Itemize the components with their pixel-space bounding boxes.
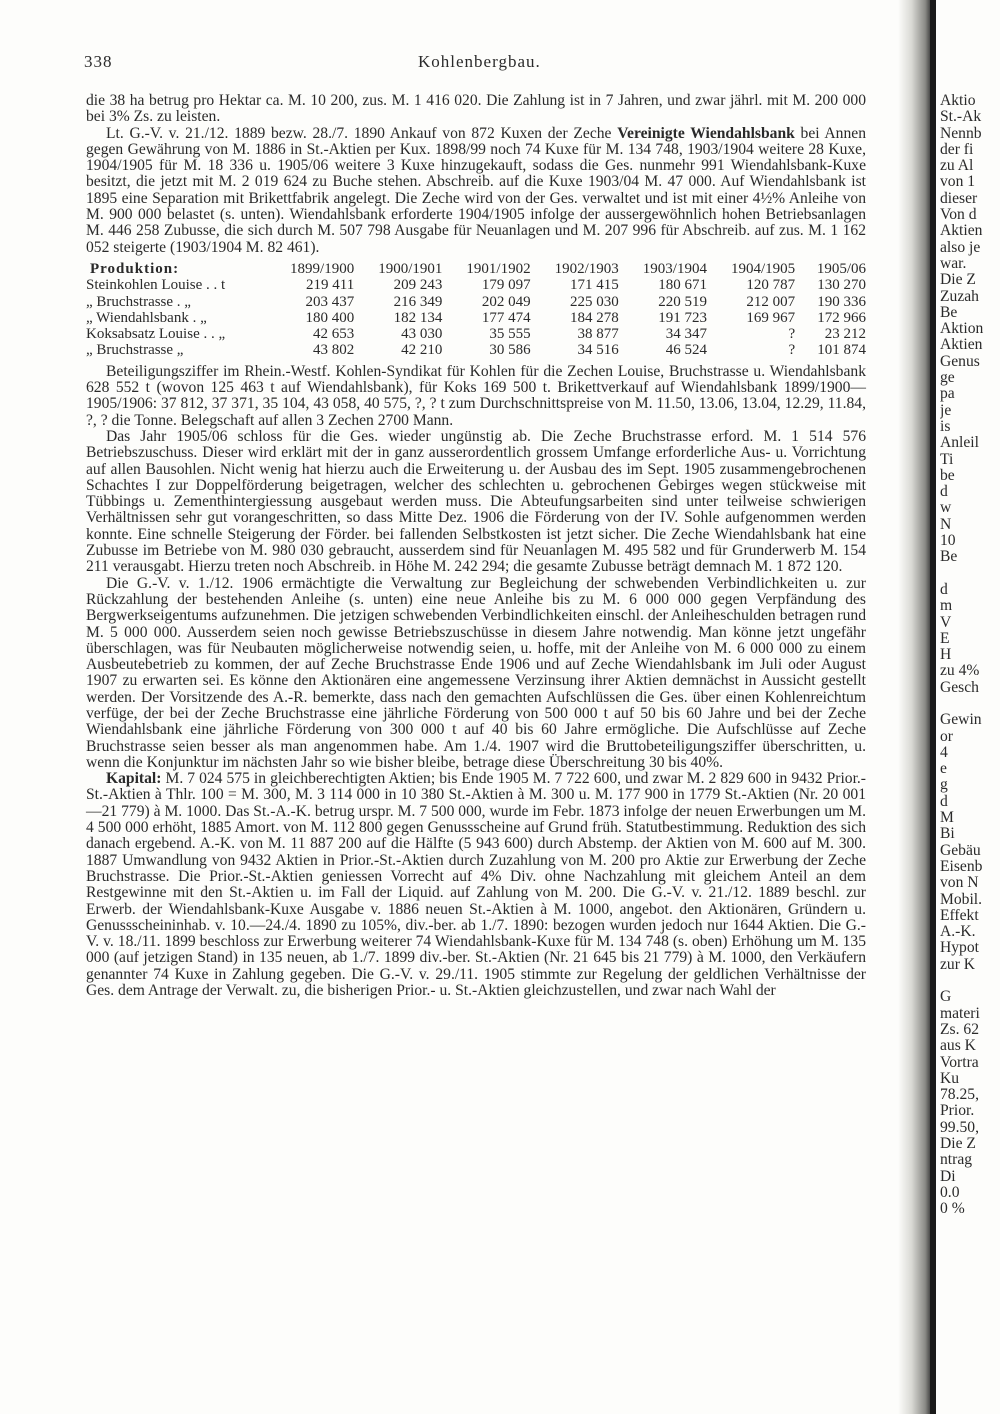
paragraph: Das Jahr 1905/06 schloss für die Ges. wieder ungünstig ab. Die Zeche Bruchstrasse erford. M. 1 514 576 Betriebszuschuss. Dieser wird erklärt mit der in ganz ausserordentlich grossem Umfange erforderliche Aus- u. Vorrichtung auf allen Bausohlen. Nicht wenig hat hierzu auch die Erweiterung u. der Ausbau des im Sept. 1905 zusammengebrochenen Schachtes I zur Doppelförderung beigetragen, welcher des schlechten u. gebrochenen Gebirges wegen stückweise mit Tübbings u. Zementhintergiessung ausgebaut werden muss. Die Abteufungsarbeiten sind unter teilweise schwierigen Verhältnissen sehr gut vorangeschritten, so dass Mitte Dez. 1906 die Förderung von der IV. Sohle aufgenommen werden konnte. Eine schnelle Steigerung der Förder. bei fallenden Selbstkosten ist jetzt sicher. Die Zeche Wiendahlsbank hat eine Zubusse im Betriebe von M. 980 030 gebraucht, ausserdem sind für Neuanlagen M. 495 582 und für Grunderwerb M. 154 211 verausgabt. Hierzu treten noch Abschreib. in Höhe M. 242 294; die gesamte Zubusse beträgt demnach M. 1 872 120. bbox=[86, 427, 866, 576]
row-value: 220 519 bbox=[658, 293, 707, 310]
fragment-line: pa bbox=[940, 385, 955, 403]
row-value: 209 243 bbox=[393, 277, 443, 294]
row-value: 180 671 bbox=[658, 277, 707, 294]
production-row bbox=[86, 277, 866, 293]
main-text-column bbox=[86, 93, 866, 999]
row-value: ? bbox=[788, 342, 796, 359]
fragment-line: 0.0 bbox=[940, 1183, 960, 1201]
fragment-line: Prior. bbox=[940, 1102, 975, 1120]
text-run: bei Annen gegen Gewährung von M. 1886 in St.-Aktien per Kux. 1898/99 noch 74 Kuxe für M. 134 748, 1903/1904 weitere 28 Kuxe, 1904/1905 für M. 18 336 u. 1905/06 weitere 3 Kuxe hinzugekauft, sodass die Ges. nunmehr 991 Wiendahlsbank-Kuxe besitzt, die jetzt mit M. 2 019 624 zu Buche stehen. Abschreib. auf die Kuxe 1903/04 M. 47 000. Auf Wiendahlsbank ist 1895 eine Separation mit Brikettfabrik angelegt. Die Zeche wird von der Ges. verwaltet und ist mit einer 4½% Anleihe von M. 900 000 belastet (s. unten). Wiendahlsbank erforderte 1904/1905 infolge der aussergewöhnlich hohen Betriebsanlagen M. 446 258 Zubusse, die sich durch M. 507 798 Ausgabe für Neuanlagen und M. 207 996 für Abschreib. auf zus. M. 1 162 052 steigerte (1903/1904 M. 82 461). bbox=[86, 124, 866, 256]
fragment-line: Effekt bbox=[940, 906, 979, 924]
fragment-line: 10 bbox=[940, 532, 956, 550]
fragment-line: Be bbox=[940, 303, 958, 321]
fragment-line: Aktien bbox=[940, 222, 983, 240]
fragment-line: Nennb bbox=[940, 124, 982, 142]
fragment-line: von 1 bbox=[940, 173, 976, 191]
paragraph: Beteiligungsziffer im Rhein.-Westf. Kohlen-Syndikat für Kohlen für die Zechen Louise, Bruchstrasse u. Wiendahlsbank 628 552 t (wovon 125 463 t auf Wiendahlsbank), für Koks 169 500 t. Brikettverkauf auf Wiendahlsbank 1899/1900—1905/1906: 37 812, 37 371, 35 104, 43 058, 40 575, ?, ? t zum Durchschnittspreise von M. 11.50, 13.06, 13.04, 12.29, 11.84, ?, ? die Tonne. Belegschaft auf allen 3 Zechen 2700 Mann. bbox=[86, 362, 866, 429]
row-value: 190 336 bbox=[817, 293, 866, 310]
fragment-line: g bbox=[940, 776, 948, 794]
adjacent-page-fragments bbox=[940, 93, 1000, 1217]
fragment-line: Zuzah bbox=[940, 287, 979, 305]
row-value: 130 270 bbox=[817, 277, 866, 294]
fragment-line: be bbox=[940, 466, 955, 484]
production-row bbox=[86, 310, 866, 326]
row-value: ? bbox=[788, 326, 796, 343]
row-value: 184 278 bbox=[570, 309, 619, 326]
fragment-line: Aktien bbox=[940, 336, 983, 354]
bold-term: Vereinigte Wiendahlsbank bbox=[617, 124, 795, 142]
fragment-line: Die Z bbox=[940, 1135, 976, 1152]
row-value: 212 007 bbox=[746, 293, 796, 310]
paragraph: Die G.-V. v. 1./12. 1906 ermächtigte die Verwaltung zur Begleichung der schwebenden Verbindlichkeiten u. zur Rückzahlung der bestehenden Anleihe (s. unten) eine neue Anleihe bis zu M. 6 000 000 gegen Verpfändung des Bergwerkseigentums aufzunehmen. Die jetzigen schwebenden Verbindlichkeiten einschl. der Anleiheschulden betragen rund M. 5 000 000. Ausserdem seien noch gewisse Betriebszuschüsse in diesem Jahre notwendig. Man könne jetzt ungefähr überschlagen, was für Neubauten möglicherweise notwendig seien, u. hoffe, mit der Anleihe von M. 6 000 000 zu einem Ausbeutebetrieb zu kommen, der auf Zeche Bruchstrasse Ende 1906 und auf Zeche Wiendahlsbank im Juli oder August 1907 zu erwarten sei. Es könne den Aktionären eine angemessene Verzinsung ihrer Aktien demnächst in Aussicht gestellt werden. Der Vorsitzende des A.-R. bemerkte, dass nach den gemachten Aufschlüssen die Ges. über einen Kohlenreichtum verfüge, der bei der Zeche Bruchstrasse eine jährliche Förderung von 500 000 t auf 50 bis 60 Jahre und bei der Zeche Wiendahlsbank eine jährliche Förderung von 300 000 t auf 40 bis 60 Jahre ermögliche. Die Aufschlüsse auf Zeche Bruchstrasse seien besser als man angenommen habe. Am 1./4. 1907 wird die Bruttobeteiligungsziffer überschritten, u. wenn die Konjunktur im nächsten Jahr so wie bisher bleibe, betrage diese Überschreitung 30 bis 40%. bbox=[86, 574, 866, 771]
fragment-line: Aktio bbox=[940, 93, 976, 109]
fragment-line: Zs. 62 bbox=[940, 1020, 979, 1038]
fragment-line: Gewin bbox=[940, 711, 982, 729]
fragment-line: G bbox=[940, 988, 952, 1006]
fragment-line: or bbox=[940, 727, 953, 745]
row-value: 23 212 bbox=[824, 326, 866, 343]
row-value: 216 349 bbox=[393, 293, 443, 310]
fragment-line: dieser bbox=[940, 189, 978, 207]
page-number: 338 bbox=[84, 52, 113, 71]
fragment-line: Eisenb bbox=[940, 857, 983, 875]
row-value: 177 474 bbox=[481, 309, 531, 326]
fragment-line: je bbox=[940, 401, 952, 419]
fragment-line bbox=[940, 566, 1000, 582]
fragment-line: zur K bbox=[940, 955, 976, 973]
row-value: 42 210 bbox=[401, 342, 443, 359]
fragment-line: Genus bbox=[940, 352, 980, 370]
row-value: 172 966 bbox=[817, 309, 866, 326]
row-value: 202 049 bbox=[481, 293, 531, 310]
fragment-line: e bbox=[940, 760, 947, 778]
fragment-line: Die Z bbox=[940, 271, 976, 289]
row-value: 169 967 bbox=[746, 309, 796, 326]
row-value: 30 586 bbox=[489, 342, 531, 359]
row-value: 101 874 bbox=[817, 342, 866, 359]
fragment-line: also je bbox=[940, 238, 981, 256]
production-table bbox=[86, 261, 866, 359]
fragment-line: der fi bbox=[940, 140, 974, 158]
fragment-line: ge bbox=[940, 369, 955, 387]
row-value: 191 723 bbox=[658, 309, 707, 326]
fragment-line: d bbox=[940, 483, 948, 501]
production-row bbox=[86, 326, 866, 342]
fragment-line: materi bbox=[940, 1004, 980, 1022]
fragment-line: von N bbox=[940, 874, 979, 892]
row-label: „ Bruchstrasse . „ bbox=[86, 293, 191, 310]
row-value: 171 415 bbox=[570, 277, 619, 294]
row-value: 46 524 bbox=[665, 342, 707, 359]
fragment-line: Bi bbox=[940, 825, 955, 843]
fragment-line: war. bbox=[940, 254, 967, 272]
row-value: 120 787 bbox=[746, 277, 796, 294]
fragment-line: Gesch bbox=[940, 678, 979, 696]
book-gutter-shadow bbox=[898, 0, 932, 1414]
fragment-line: N bbox=[940, 515, 952, 533]
row-label: Koksabsatz Louise . . „ bbox=[86, 326, 226, 343]
fragment-line: M bbox=[940, 809, 954, 827]
row-label: Steinkohlen Louise . . t bbox=[86, 277, 226, 294]
fragment-line: E bbox=[940, 629, 950, 647]
row-value: 34 516 bbox=[577, 342, 619, 359]
fragment-line: Gebäu bbox=[940, 841, 981, 859]
year-header: 1903/1904 bbox=[642, 260, 707, 277]
fragment-line: Vortra bbox=[940, 1053, 979, 1071]
fragment-line: Ku bbox=[940, 1069, 960, 1087]
production-row bbox=[86, 294, 866, 310]
fragment-line: 99.50, bbox=[940, 1118, 979, 1136]
fragment-line: zu Al bbox=[940, 157, 974, 175]
year-header: 1902/1903 bbox=[554, 260, 619, 277]
row-value: 182 134 bbox=[393, 309, 443, 326]
row-label: „ Wiendahlsbank . „ bbox=[86, 309, 207, 326]
fragment-line: w bbox=[940, 499, 952, 517]
row-label: „ Bruchstrasse „ bbox=[86, 342, 184, 359]
row-value: 42 653 bbox=[312, 326, 355, 343]
fragment-line: ntrag bbox=[940, 1151, 973, 1169]
fragment-line: Hypot bbox=[940, 939, 979, 957]
row-value: 34 347 bbox=[665, 326, 707, 343]
section-label: Kapital: bbox=[106, 770, 162, 788]
row-value: 35 555 bbox=[489, 326, 531, 343]
year-header: 1899/1900 bbox=[290, 260, 355, 277]
fragment-line: V bbox=[940, 613, 952, 631]
row-value: 219 411 bbox=[306, 277, 355, 294]
row-value: 179 097 bbox=[481, 277, 531, 294]
row-value: 225 030 bbox=[570, 293, 619, 310]
fragment-line: Mobil. bbox=[940, 890, 983, 908]
production-header-row bbox=[86, 261, 866, 277]
fragment-line: d bbox=[940, 792, 948, 810]
row-value: 38 877 bbox=[577, 326, 619, 343]
fragment-line: St.-Ak bbox=[940, 108, 982, 126]
fragment-line: Aktion bbox=[940, 320, 984, 338]
fragment-line: d bbox=[940, 580, 948, 598]
production-row bbox=[86, 342, 866, 358]
fragment-line: 0 % bbox=[940, 1200, 965, 1218]
fragment-line: 4 bbox=[940, 743, 948, 761]
fragment-line: Di bbox=[940, 1167, 956, 1185]
fragment-line: Anleil bbox=[940, 434, 979, 452]
fragment-line: is bbox=[940, 417, 951, 435]
text-run: Lt. G.-V. v. 21./12. 1889 bezw. 28./7. 1890 Ankauf von 872 Kuxen der Zeche bbox=[106, 124, 612, 142]
fragment-line: Von d bbox=[940, 206, 977, 224]
production-label: Produktion: bbox=[90, 260, 180, 277]
fragment-line: Ti bbox=[940, 450, 954, 468]
fragment-line: aus K bbox=[940, 1037, 976, 1055]
fragment-line: A.-K. bbox=[940, 923, 976, 941]
row-value: 43 802 bbox=[312, 342, 355, 359]
running-title: Kohlenbergbau. bbox=[418, 52, 541, 71]
fragment-line: H bbox=[940, 646, 952, 664]
paragraph: die 38 ha betrug pro Hektar ca. M. 10 200, zus. M. 1 416 020. Die Zahlung ist in 7 Jahren, und zwar jährl. mit M. 200 000 bei 3% Zs. zu leisten. bbox=[86, 92, 866, 126]
text-run: M. 7 024 575 in gleichberechtigten Aktien; bis Ende 1905 M. 7 722 600, und zwar M. 2 829 600 in 9432 Prior.-St.-Aktien à Thlr. 100 = M. 300, M. 3 114 000 in 10 380 St.-Aktien à M. 300 u. M. 177 900 in 1779 St.-Aktien (Nr. 20 001—21 779) à M. 1000. Das St.-A.-K. betrug urspr. M. 7 500 000, wurde im Febr. 1873 infolge der neuen Erwerbungen um M. 4 500 000 erhöht, 1885 Amort. von M. 112 800 gegen Genussscheine auf Grund früh. Statutbestimmung. Reduktion des sich danach ergebend. A.-K. von M. 11 887 200 auf die Hälfte (5 943 600) durch Abstemp. der Aktien von M. 600 auf M. 300. 1887 Umwandlung von 9432 Aktien in Prior.-St.-Aktien durch Zuzahlung von M. 200 pro Aktie zur Erwerbung der Zeche Bruchstrasse. Die Prior.-St.-Aktien geniessen Vorrecht auf 4% Div. ohne Nachzahlung mit gleichem Anteil an dem Restgewinne mit den St.-Aktien u. im Fall der Liquid. auf Zahlung von M. 200. Die G.-V. v. 21./12. 1889 beschl. zur Erwerb. der Wiendahlsbank-Kuxe Ausgabe v. 1886 neuen St.-Aktien à M. 1000, angebot. den Aktionären, Gründern u. Genussscheininhab. v. 10.—24./4. 1890 zu 105%, div.-ber. ab 1./7. 1890: bezogen wurden jedoch nur 1644 Aktien. Die G.-V. v. 18./11. 1899 beschloss zur Erwerbung weiterer 74 Wiendahlsbank-Kuxe für M. 134 748 (s. oben) Erhöhung um M. 135 000 (auf jetzigen Stand) in 135 neuen, ab 1./7. 1899 div.-ber. St.-Aktien (Nr. 21 645 bis 21 779) à M. 1000, den Verkäufern genannter 74 Kuxe in Zahlung gegeben. Die G.-V. v. 29./11. 1905 stimmte zur Regelung der geldlichen Verhältnisse der Ges. dem Antrage der Verwalt. zu, die bisherigen Prior.- u. St.-Aktien gleichzustellen, und zwar nach Wahl der bbox=[86, 770, 866, 1000]
year-header: 1904/1905 bbox=[730, 260, 796, 277]
fragment-line bbox=[940, 696, 1000, 712]
row-value: 203 437 bbox=[305, 293, 355, 310]
row-value: 43 030 bbox=[401, 326, 443, 343]
year-header: 1900/1901 bbox=[378, 260, 443, 277]
fragment-line: Be bbox=[940, 548, 958, 566]
year-header: 1901/1902 bbox=[466, 260, 531, 277]
book-gutter-edge bbox=[930, 0, 936, 1414]
fragment-line: m bbox=[940, 597, 953, 615]
year-header: 1905/06 bbox=[816, 260, 866, 277]
row-value: 180 400 bbox=[305, 309, 355, 326]
fragment-line: zu 4% bbox=[940, 662, 980, 680]
paragraph bbox=[86, 771, 866, 999]
fragment-line: 78.25, bbox=[940, 1086, 979, 1104]
paragraph bbox=[86, 126, 866, 256]
fragment-line bbox=[940, 973, 1000, 989]
